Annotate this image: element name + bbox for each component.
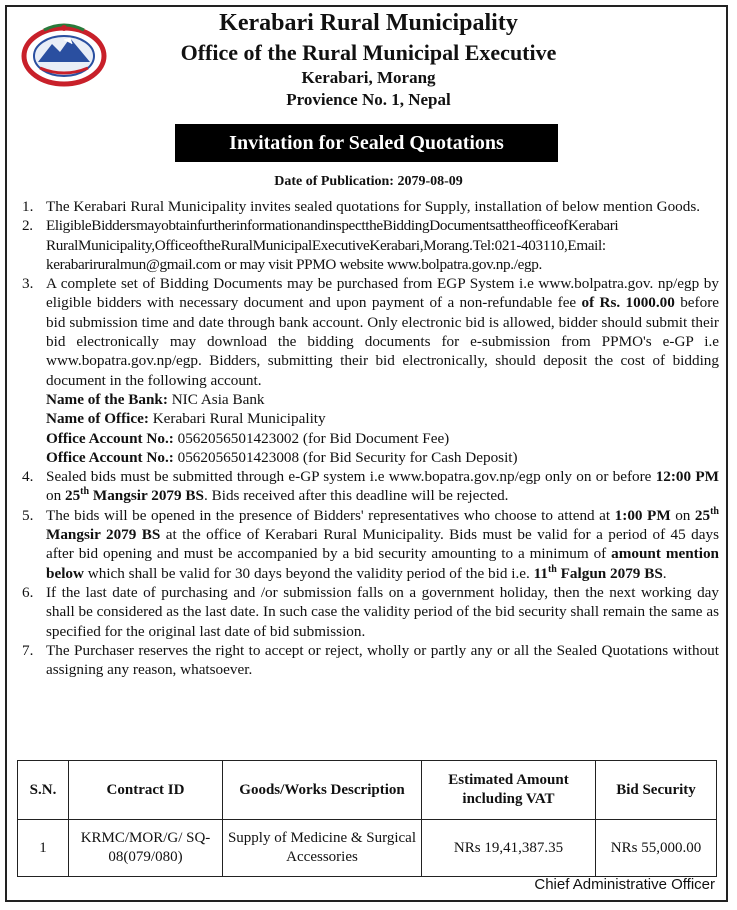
publication-date: Date of Publication: 2079-08-09 [274,174,463,189]
col-amount-header: Estimated Amount including VAT [422,761,596,820]
col-sn-header: S.N. [18,761,69,820]
clause-7: 7. The Purchaser reserves the right to accept or reject, wholly or partly any or all the Sealed Quotations without assigning any reason, whatsoever. [22,641,719,679]
clause-4: 4. Sealed bids must be submitted through e-GP system i.e www.bopatra.gov.np/egp only on or before 12:00 PM on 25th Mangsir 2079 BS. Bids received after this deadline will be rejected. [22,468,719,505]
municipality-title: Kerabari Rural Municipality [219,10,518,36]
bank-name-line: Name of the Bank: NIC Asia Bank [46,390,265,408]
office-name-line: Name of Office: Kerabari Rural Municipality [46,410,326,428]
col-contract-id-header: Contract ID [69,761,223,820]
clause-2: 2. EligibleBiddersmayobtainfurtherinformationandinspecttheBiddingDocumentsattheofficeofKerabari RuralMunicipality,OfficeoftheRuralMunicipalExecutiveKerabari,Morang.Tel:021-403110,Email: kerabariruralmun@gmail.com or may visit PPMO website www.bolpatra.gov.np./egp. [22,217,619,273]
col-description-header: Goods/Works Description [223,761,422,820]
cell-description: Supply of Medicine & Surgical Accessories [223,820,422,877]
cell-amount: NRs 19,41,387.35 [422,820,596,877]
account-fee-line: Office Account No.: 0562056501423002 (for Bid Document Fee) [46,429,450,447]
clause-1: 1. The Kerabari Rural Municipality invites sealed quotations for Supply, installation of below mention Goods. [22,198,701,215]
clause-6: 6. If the last date of purchasing and /or submission falls on a government holiday, then the next working day shall be considered as the last date. In such case the validity period of the bid security shall remain the same as specified for the original last date of bid submission. [22,583,719,640]
col-bid-security-header: Bid Security [596,761,717,820]
province-line: Provience No. 1, Nepal [286,90,451,109]
table-row [18,820,717,877]
clause-5: 5. The bids will be opened in the presence of Bidders' representatives who choose to attend at 1:00 PM on 25th Mangsir 2079 BS at the office of Kerabari Rural Municipality. Bids must be valid for a period of 45 days after bid opening and must be accompanied by a bid security amounting to a minimum of amount mention below which shall be valid for 30 days beyond the validity period of the bid i.e. 11th Falgun 2079 BS. [22,505,719,582]
signoff: Chief Administrative Officer [534,876,715,893]
cell-contract-id: KRMC/MOR/G/ SQ-08(079/080) [69,820,223,877]
notice-clauses [22,197,719,679]
office-title: Office of the Rural Municipal Executive [180,40,557,65]
contracts-table [17,760,717,877]
clause-3: 3. A complete set of Bidding Documents may be purchased from EGP System i.e www.bolpatra.gov. np/egp by eligible bidders with necessary document and upon payment of a non-refundable fee of Rs. 1000.00 before bid submission time and date through bank account. Only electronic bid is allowed, bidder should submit their bid electronically may download the bidding documents for e-submission from PPMO's e-GP i.e www.bopatra.gov.np/egp. Bidders, submitting their bid electronically, should deposit the cost of bidding document in the following account. Name of the Bank: NIC Asia Bank Name of Office: Kerabari Rural Municipality Office Account No.: 0562056501423002 (for Bid Document Fee) Office Account No.: 0562056501423008 (for Bid Security for Cash Deposit) [22,275,719,466]
table-header-row [18,761,717,820]
location-line: Kerabari, Morang [301,68,436,87]
invitation-banner: Invitation for Sealed Quotations [175,124,558,162]
cell-sn: 1 [18,820,69,877]
cell-bid-security: NRs 55,000.00 [596,820,717,877]
account-security-line: Office Account No.: 0562056501423008 (for Bid Security for Cash Deposit) [46,448,518,466]
